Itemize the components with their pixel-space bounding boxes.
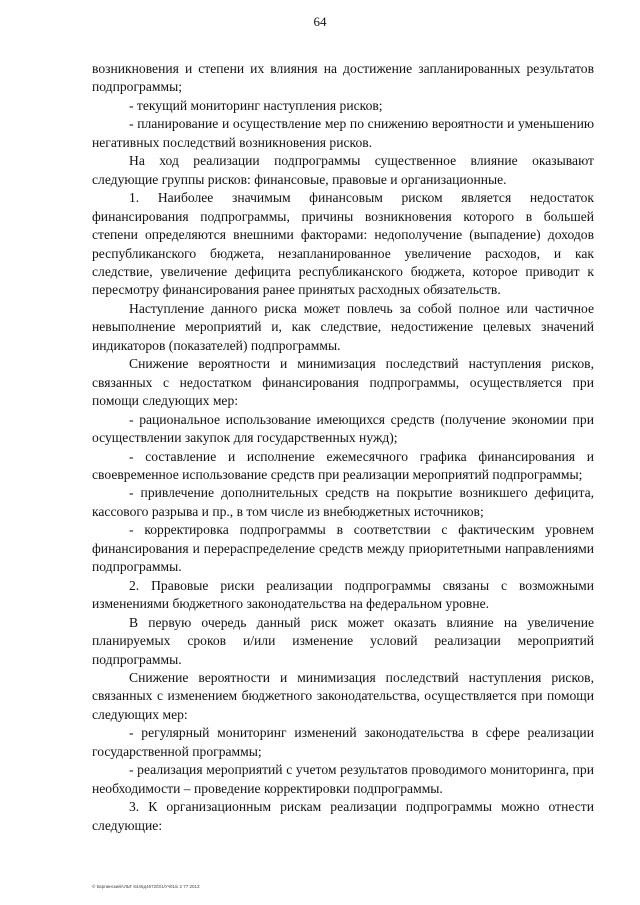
footer-note: © КарпинскийАЛЬТ 6445д4572/0/1/Уч01/к 2 77 2013 [92, 884, 200, 889]
paragraph: На ход реализации подпрограммы существенное влияние оказывают следующие группы рисков: финансовые, правовые и организационные. [92, 153, 594, 187]
paragraph: Снижение вероятности и минимизация последствий наступления рисков, связанных с изменением бюджетного законодательства, осуществляется при помощи следующих мер: [92, 669, 594, 722]
paragraph-financial-risk: 1. Наиболее значимым финансовым риском является недостаток финансирования подпрограммы, причины возникновения которого в большей степени определяются внешними факторами: недополучение (выпадение) доходов республиканского бюджета, незапланированное увеличение расходов, и как следствие, увеличение дефицита республиканского бюджета, которое приводит к пересмотру финансирования ранее принятых расходных обязательств. [92, 190, 594, 298]
document-body [92, 60, 594, 835]
paragraph-continuation: возникновения и степени их влияния на достижение запланированных результатов подпрограммы; [92, 61, 594, 95]
bullet-item: - реализация мероприятий с учетом результатов проводимого мониторинга, при необходимости – проведение корректировки подпрограммы. [92, 762, 594, 796]
bullet-item: - корректировка подпрограммы в соответствии с фактическим уровнем финансирования и перераспределение средств между приоритетными направлениями подпрограммы. [92, 522, 594, 575]
bullet-item: - регулярный мониторинг изменений законодательства в сфере реализации государственной программы; [92, 725, 594, 759]
paragraph: Снижение вероятности и минимизация последствий наступления рисков, связанных с недостатком финансирования подпрограммы, осуществляется при помощи следующих мер: [92, 356, 594, 409]
paragraph-organizational-risk: 3. К организационным рискам реализации подпрограммы можно отнести следующие: [92, 799, 594, 833]
bullet-item: - рациональное использование имеющихся средств (получение экономии при осуществлении закупок для государственных нужд); [92, 411, 594, 446]
bullet-item: - составление и исполнение ежемесячного графика финансирования и своевременное использование средств при реализации мероприятий подпрограммы; [92, 448, 594, 482]
paragraph: Наступление данного риска может повлечь за собой полное или частичное невыполнение мероприятий и, как следствие, недостижение целевых значений индикаторов (показателей) подпрограммы. [92, 300, 594, 353]
bullet-item: - привлечение дополнительных средств на покрытие возникшего дефицита, кассового разрыва и пр., в том числе из внебюджетных источников; [92, 485, 594, 519]
bullet-item: - текущий мониторинг наступления рисков; [129, 97, 383, 113]
paragraph: В первую очередь данный риск может оказать влияние на увеличение планируемых сроков и/или изменение условий реализации мероприятий подпрограммы. [92, 614, 594, 667]
paragraph-legal-risk: 2. Правовые риски реализации подпрограммы связаны с возможными изменениями бюджетного законодательства на федеральном уровне. [92, 577, 594, 612]
bullet-item: - планирование и осуществление мер по снижению вероятности и уменьшению негативных последствий возникновения рисков. [92, 116, 594, 150]
page-number: 64 [313, 14, 327, 29]
